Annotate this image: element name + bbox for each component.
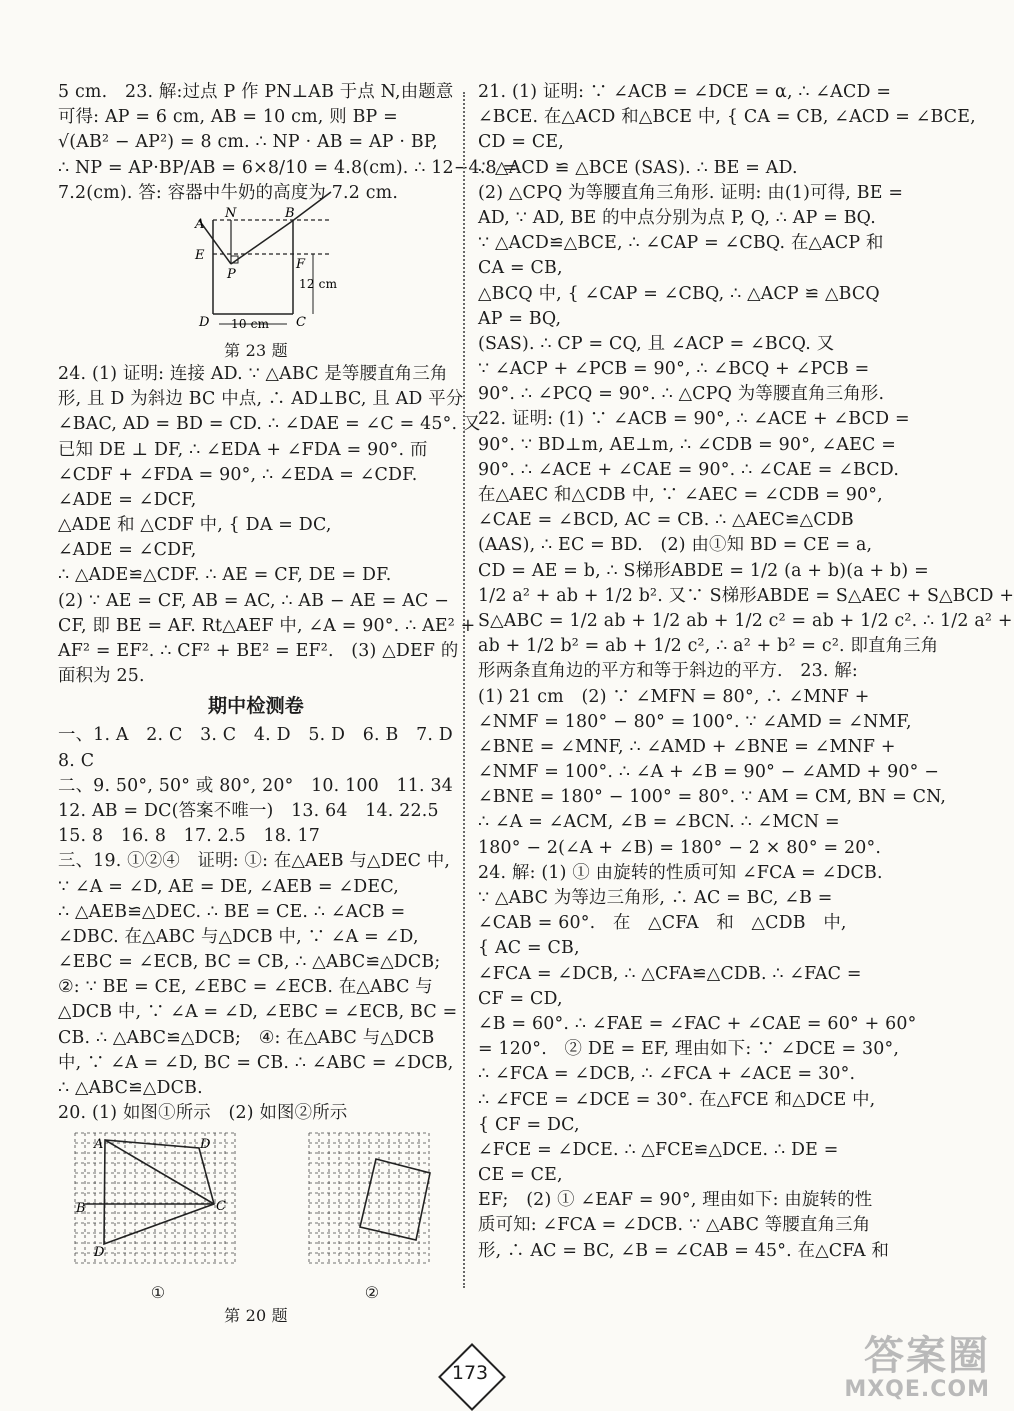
square-figure (360, 1159, 430, 1240)
text-line: CD = CE, (478, 132, 565, 153)
text-line: ab + 1/2 b² = ab + 1/2 c², ∴ a² + b² = c². 即直角三角 (478, 636, 939, 657)
text-line: 15. 8 16. 8 17. 2.5 18. 17 (58, 826, 321, 847)
label-e: E (195, 247, 205, 263)
text-line: 已知 DE ⊥ DF, ∴ ∠EDA + ∠FDA = 90°. 而 (58, 439, 428, 460)
text-line: ∠CAB = 60°. 在 △CFA 和 △CDB 中, (478, 913, 847, 934)
text-line: 可得: AP = 6 cm, AB = 10 cm, 则 BP = (58, 107, 398, 128)
grid-figure-1 (74, 1132, 242, 1304)
text-line: 面积为 25. (58, 666, 145, 687)
diagonal-ac (105, 1140, 214, 1204)
grid1-label-d-top: D (200, 1137, 211, 1153)
text-line: ∴ NP = AP·BP/AB = 6×8/10 = 4.8(cm). ∴ 12−4.8 = (58, 157, 518, 178)
text-line: 90°. ∴ ∠ACE + ∠CAE = 90°. ∴ ∠CAE = ∠BCD. (478, 459, 900, 480)
figure-23 (58, 205, 454, 338)
page-number-badge (441, 1346, 499, 1404)
text-line: ∠CAE = ∠BCD, AC = CB. ∴ △AEC≌△CDB (478, 510, 854, 531)
answers-21-24-text (478, 80, 1014, 1264)
label-n: N (225, 205, 237, 221)
text-line: ∠CDF + ∠FDA = 90°, ∴ ∠EDA = ∠CDF. (58, 464, 418, 485)
text-line: 二、9. 50°, 50° 或 80°, 20° 10. 100 11. 34 (58, 775, 454, 796)
segment-pb (231, 222, 291, 264)
midterm-answers-text (58, 723, 458, 1126)
label-f: F (296, 256, 306, 272)
grid-1-label: ① (150, 1282, 166, 1302)
text-line: 形两条直角边的平方和等于斜边的平方. 23. 解: (478, 661, 858, 682)
text-line: 形, ∴ AC = BC, ∠B = ∠CAB = 45°. 在△CFA 和 (478, 1240, 890, 1261)
label-a: A (195, 216, 205, 232)
text-line: 180° − 2(∠A + ∠B) = 180° − 2 × 80° = 20°. (478, 837, 882, 858)
text-line: ∴ ∠FCE = ∠DCE = 30°. 在△FCE 和△DCE 中, (478, 1089, 876, 1110)
dimension-right: 12 cm (299, 276, 338, 291)
dimension-bottom: 10 cm (231, 316, 270, 331)
label-b: B (285, 205, 295, 221)
label-d: D (199, 314, 210, 330)
grid-2-label: ② (364, 1282, 380, 1302)
label-p: P (227, 266, 236, 282)
text-line: 5 cm. 23. 解:过点 P 作 PN⊥AB 于点 N,由题意 (58, 82, 454, 102)
text-line: 形, 且 D 为斜边 BC 中点, ∴ AD⊥BC, 且 AD 平分 (58, 389, 464, 410)
text-line: ∠EBC = ∠ECB, BC = CB, ∴ △ABC≌△DCB; (58, 952, 441, 973)
text-line: ∠NMF = 100°. ∴ ∠A + ∠B = 90° − ∠AMD + 90° − (478, 762, 940, 783)
section-title: 期中检测卷 (207, 695, 304, 718)
text-line: ∴ ∠FCA = ∠DCB, ∴ ∠FCA + ∠ACE = 30°. (478, 1064, 856, 1085)
figure-23-diagram (171, 205, 341, 338)
answer-23-text (58, 80, 518, 206)
text-line: 24. (1) 证明: 连接 AD. ∵ △ABC 是等腰直角三角 (58, 363, 448, 384)
text-line: = 120°. ② DE = EF, 理由如下: ∵ ∠DCE = 30°, (478, 1039, 900, 1060)
quadrilateral-abcd (104, 1140, 214, 1244)
text-line: ∵ ∠A = ∠D, AE = DE, ∠AEB = ∠DEC, (58, 876, 399, 897)
text-line: CF, 即 BE = AF. Rt△AEF 中, ∠A = 90°. ∴ AE² + (58, 615, 476, 636)
text-line: (2) ∵ AE = CF, AB = AC, ∴ AB − AE = AC − (58, 590, 450, 611)
text-line: CE = CE, (478, 1165, 563, 1186)
text-line: 中, ∵ ∠A = ∠D, BC = CB. ∴ ∠ABC = ∠DCB, (58, 1052, 454, 1073)
text-line: △BCQ 中, { ∠CAP = ∠CBQ, ∴ △ACP ≌ △BCQ (478, 283, 880, 304)
text-line: (1) 21 cm (2) ∵ ∠MFN = 80°, ∴ ∠MNF + (478, 686, 870, 707)
text-line: ∠ADE = ∠CDF, (58, 540, 197, 561)
grid-figure-2 (308, 1132, 436, 1304)
text-line: ∠FCA = ∠DCB, ∴ △CFA≌△CDB. ∴ ∠FAC = (478, 963, 862, 984)
grid1-label-b: B (76, 1201, 86, 1217)
grid1-label-d-bottom: D (94, 1245, 105, 1261)
text-line: 12. AB = DC(答案不唯一) 13. 64 14. 22.5 (58, 800, 439, 821)
text-line: 1/2 a² + ab + 1/2 b². 又∵ S梯形ABDE = S△AEC + S△BCD + (478, 585, 1014, 606)
text-line: ∠FCE = ∠DCE. ∴ △FCE≌△DCE. ∴ DE = (478, 1139, 839, 1160)
answer-24-text (58, 362, 481, 689)
text-line: △ADE 和 △CDF 中, { DA = DC, (58, 515, 332, 536)
text-line: 在△AEC 和△CDB 中, ∵ ∠AEC = ∠CDB = 90°, (478, 485, 883, 505)
text-line: ∴ ∠A = ∠ACM, ∠B = ∠BCN. ∴ ∠MCN = (478, 812, 840, 833)
text-line: 90°. ∵ BD⊥m, AE⊥m, ∴ ∠CDB = 90°, ∠AEC = (478, 434, 896, 455)
text-line: CD = AE = b, ∴ S梯形ABDE = 1/2 (a + b)(a + b) = (478, 560, 929, 581)
text-line: ∵ △ACD≌△BCE, ∴ ∠CAP = ∠CBQ. 在△ACP 和 (478, 233, 884, 254)
text-line: ②: ∵ BE = CE, ∠EBC = ∠ECB. 在△ABC 与 (58, 977, 433, 998)
grid-1 (74, 1132, 242, 1272)
grid-2 (308, 1132, 436, 1272)
watermark (844, 1334, 990, 1402)
text-line: { AC = CB, (478, 938, 580, 959)
text-line: ∵ △ABC 为等边三角形, ∴ AC = BC, ∠B = (478, 888, 833, 908)
column-divider (463, 92, 465, 1288)
text-line: 20. (1) 如图①所示 (2) 如图②所示 (58, 1103, 348, 1124)
text-line: ∴ △ABC≌△DCB. (58, 1078, 203, 1098)
grid1-label-a: A (94, 1137, 104, 1153)
watermark-en: MXQE.COM (844, 1377, 990, 1402)
text-line: √(AB² − AP²) = 8 cm. ∴ NP · AB = AP · BP, (58, 132, 438, 153)
text-line: ∠BCE. 在△ACD 和△BCE 中, { CA = CB, ∠ACD = ∠BCE, (478, 107, 976, 128)
text-line: ∠ADE = ∠DCF, (58, 489, 197, 510)
text-line: { CF = DC, (478, 1114, 580, 1135)
text-line: 90°. ∴ ∠PCQ = 90°. ∴ △CPQ 为等腰直角三角形. (478, 384, 885, 405)
text-line: EF; (2) ① ∠EAF = 90°, 理由如下: 由旋转的性 (478, 1190, 873, 1211)
text-line: ∠DBC. 在△ABC 与△DCB 中, ∵ ∠A = ∠D, (58, 926, 419, 947)
text-line: ∠BNE = 180° − 100° = 80°. ∵ AM = CM, BN = CN, (478, 787, 947, 808)
text-line: CF = CD, (478, 988, 563, 1009)
label-c: C (296, 314, 307, 330)
text-line: ∵ ∠ACP + ∠PCB = 90°, ∴ ∠BCQ + ∠PCB = (478, 359, 870, 380)
text-line: S△ABC = 1/2 ab + 1/2 ab + 1/2 c² = ab + 1/2 c². ∴ 1/2 a² + (478, 610, 1013, 631)
figure-23-caption: 第 23 题 (224, 340, 288, 360)
watermark-cn: 答案圈 (864, 1333, 990, 1379)
page-number: 173 (451, 1362, 489, 1384)
text-line: (AAS), ∴ EC = BD. (2) 由①知 BD = CE = a, (478, 535, 873, 556)
text-line: (2) △CPQ 为等腰直角三角形. 证明: 由(1)可得, BE = (478, 182, 904, 203)
text-line: 一、1. A 2. C 3. C 4. D 5. D 6. B 7. D (58, 725, 453, 746)
text-line: 三、19. ①②④ 证明: ①: 在△AEB 与△DEC 中, (58, 851, 451, 872)
text-line: ∴ △ADE≌△CDF. ∴ AE = CF, DE = DF. (58, 565, 392, 586)
text-line: ∠B = 60°. ∴ ∠FAE = ∠FAC + ∠CAE = 60° + 60° (478, 1013, 917, 1034)
right-column (478, 80, 1014, 1264)
text-line: 7.2(cm). 答: 容器中牛奶的高度为 7.2 cm. (58, 182, 399, 203)
text-line: 24. 解: (1) ① 由旋转的性质可知 ∠FCA = ∠DCB. (478, 862, 883, 883)
text-line: ∴ △AEB≌△DEC. ∴ BE = CE. ∴ ∠ACB = (58, 901, 406, 922)
left-column (58, 80, 518, 1327)
text-line: CA = CB, (478, 258, 563, 279)
grid1-label-c: C (216, 1199, 227, 1215)
text-line: CB. ∴ △ABC≌△DCB; ④: 在△ABC 与△DCB (58, 1027, 435, 1048)
text-line: 8. C (58, 750, 95, 771)
text-line: 22. 证明: (1) ∵ ∠ACB = 90°, ∴ ∠ACE + ∠BCD = (478, 409, 910, 430)
text-line: ∠BNE = ∠MNF, ∴ ∠AMD + ∠BNE = ∠MNF + (478, 736, 896, 757)
figure-20-caption: 第 20 题 (224, 1305, 288, 1325)
text-line: 21. (1) 证明: ∵ ∠ACB = ∠DCE = α, ∴ ∠ACD = (478, 82, 892, 102)
text-line: ∠BAC, AD = BD = CD. ∴ ∠DAE = ∠C = 45°. 又 (58, 414, 481, 435)
text-line: △DCB 中, ∵ ∠A = ∠D, ∠EBC = ∠ECB, BC = (58, 1002, 458, 1023)
text-line: 质可知: ∠FCA = ∠DCB. ∵ △ABC 等腰直角三角 (478, 1215, 871, 1236)
figure-20 (58, 1132, 454, 1304)
text-line: AD, ∵ AD, BE 的中点分别为点 P, Q, ∴ AP = BQ. (478, 207, 876, 228)
text-line: AP = BQ, (478, 308, 562, 329)
text-line: ∴ △ACD ≌ △BCE (SAS). ∴ BE = AD. (478, 157, 798, 178)
text-line: AF² = EF². ∴ CF² + BE² = EF². (3) △DEF 的 (58, 641, 459, 661)
text-line: ∠NMF = 180° − 80° = 100°. ∵ ∠AMD = ∠NMF, (478, 711, 912, 732)
text-line: (SAS). ∴ CP = CQ, 且 ∠ACP = ∠BCQ. 又 (478, 333, 835, 354)
